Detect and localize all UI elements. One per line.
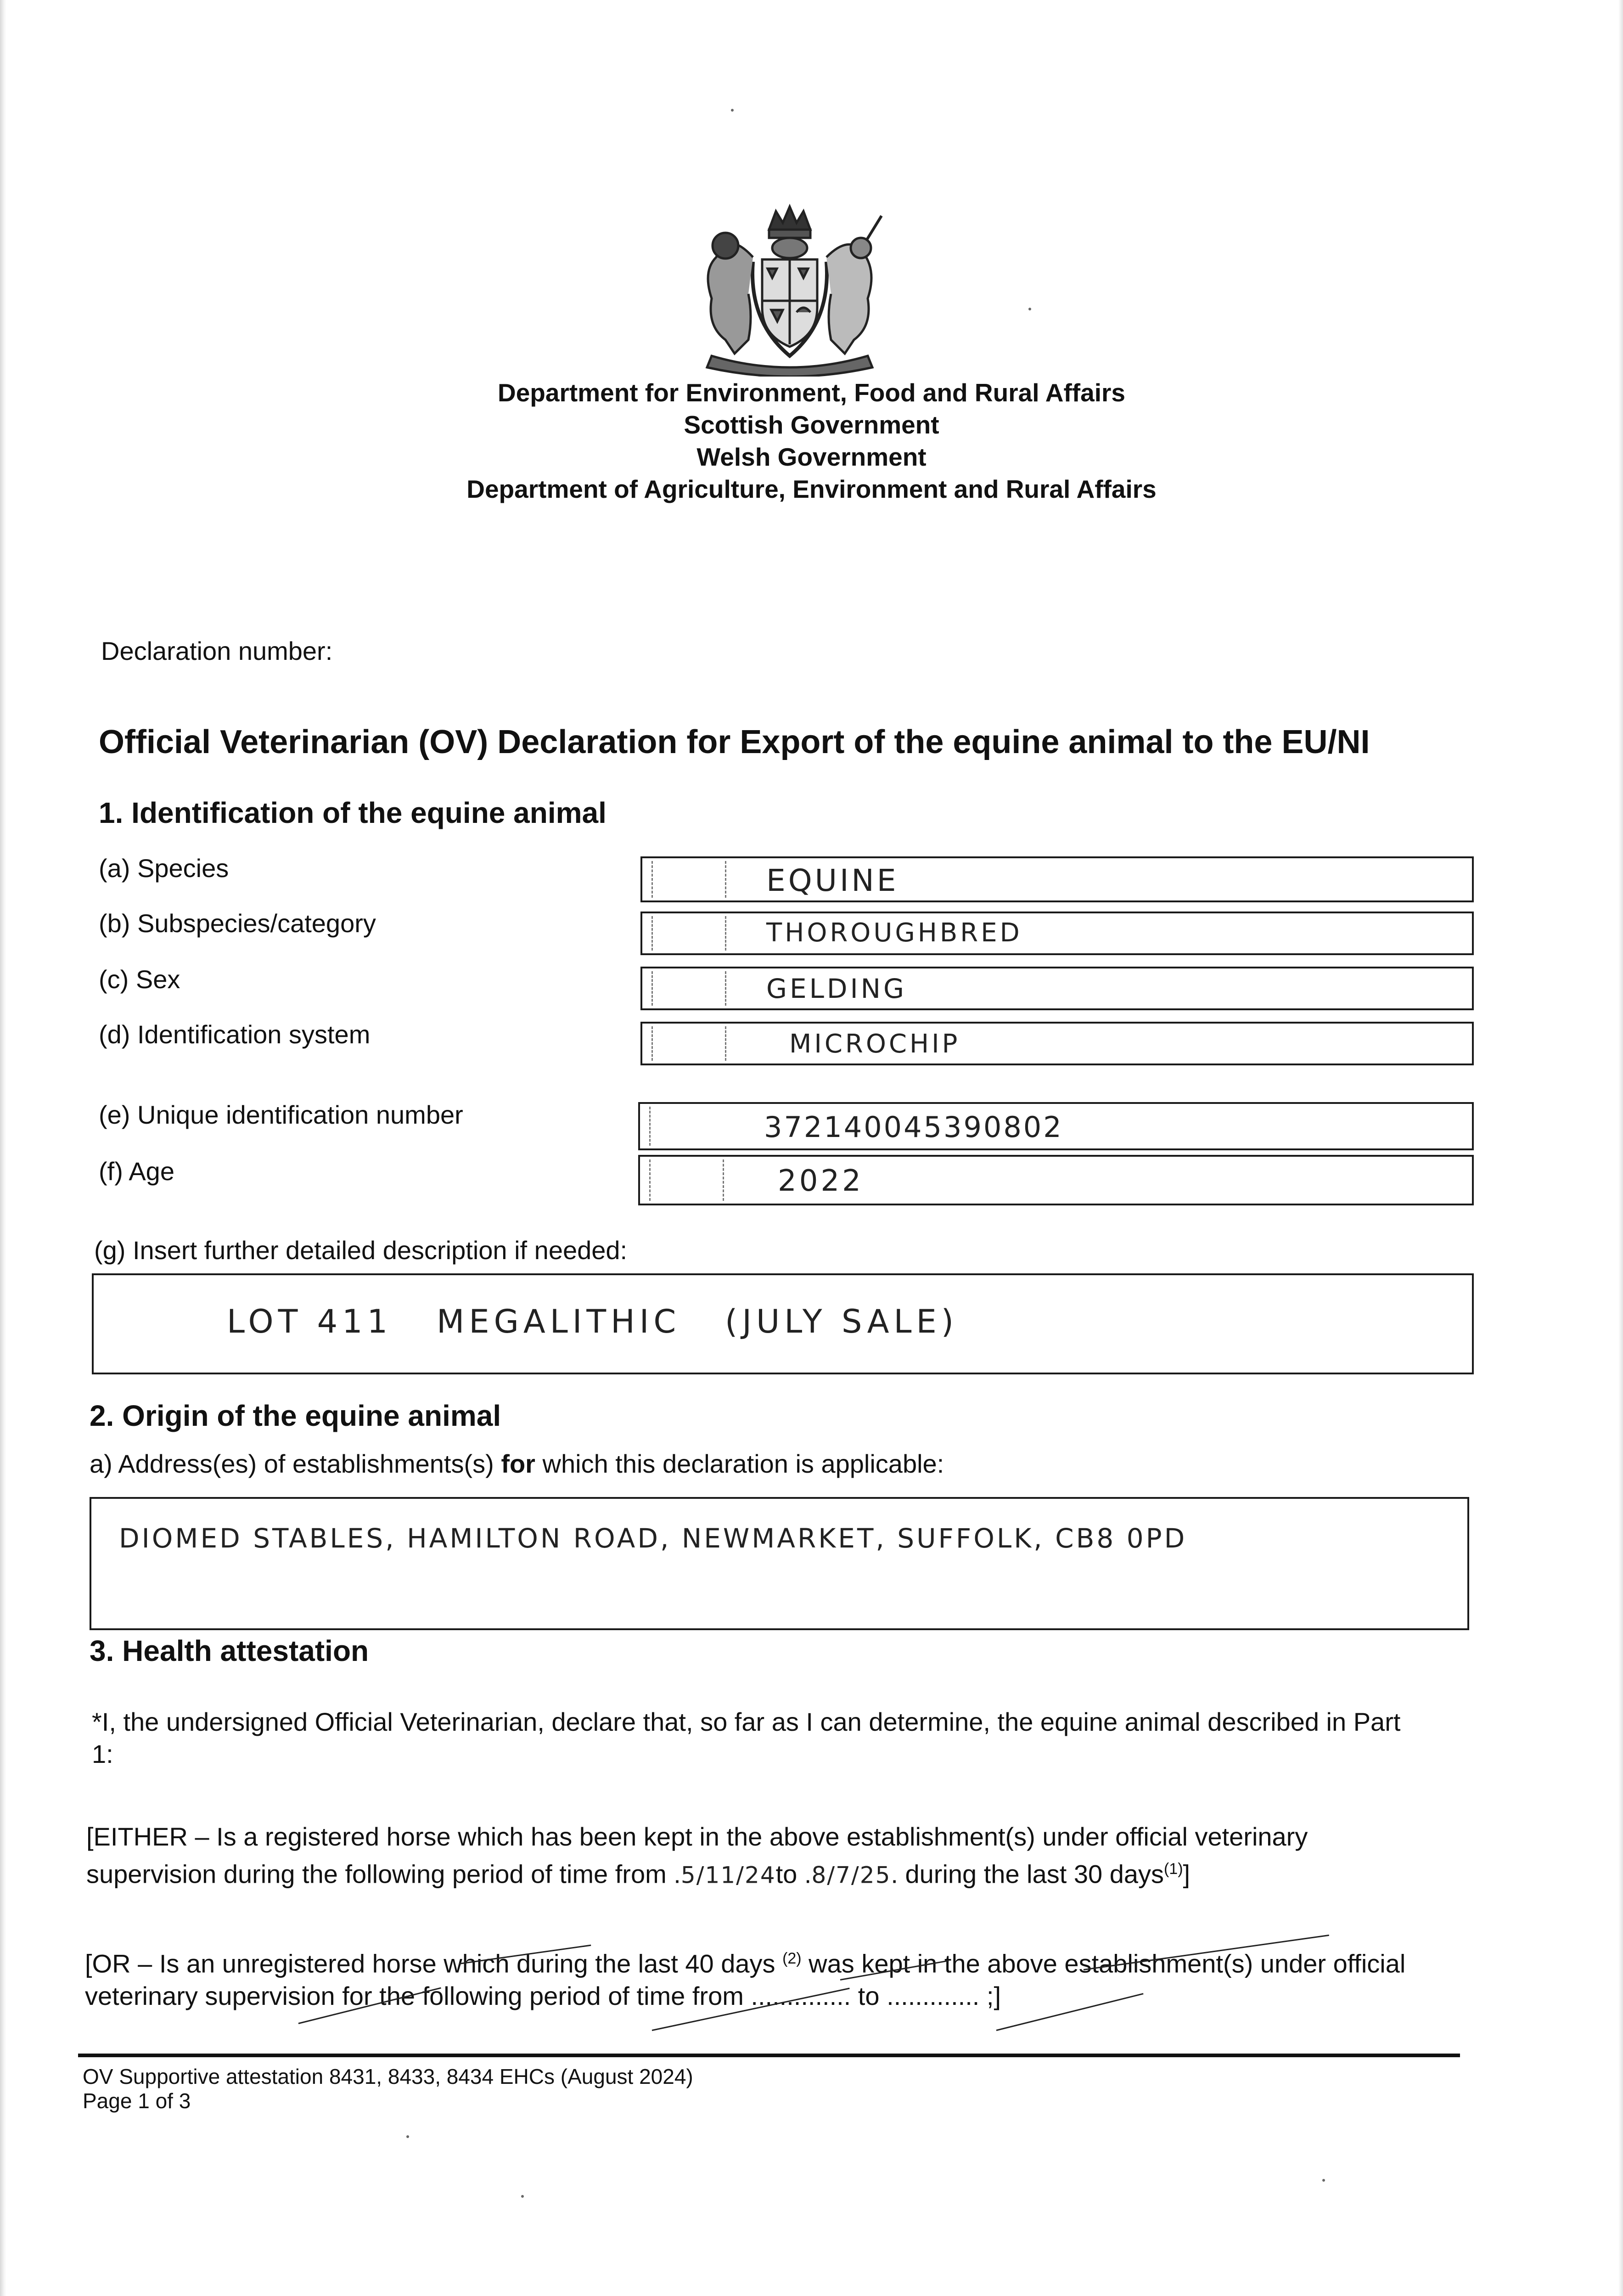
scan-speck: [731, 109, 734, 112]
sex-value: GELDING: [766, 973, 907, 1004]
either-from-date[interactable]: 5/11/24: [680, 1862, 776, 1889]
or-clause-line-2: veterinary supervision for the following period of time from .............. to ............. ;]: [85, 1981, 1001, 2010]
either-clause-line-2: [86, 1853, 1308, 1891]
or-footnote-ref: (2): [782, 1950, 802, 1967]
scan-speck: [406, 2135, 409, 2138]
royal-coat-of-arms-emblem: [684, 202, 895, 377]
department-daera: Department of Agriculture, Environment and Rural Affairs: [466, 475, 1157, 503]
address-label-post: which this declaration is applicable:: [535, 1449, 944, 1478]
either-clause: [86, 1821, 1308, 1891]
identification-system-label: (d) Identification system: [99, 1020, 371, 1049]
scan-speck: [521, 2195, 524, 2198]
document-title: Official Veterinarian (OV) Declaration for Export of the equine animal to the EU/NI: [99, 724, 1370, 760]
section-1-heading: 1. Identification of the equine animal: [99, 796, 607, 829]
or-clause-line-1: [85, 1942, 1405, 1980]
species-label: (a) Species: [99, 854, 229, 883]
identification-system-value: MICROCHIP: [789, 1029, 960, 1059]
species-field[interactable]: [640, 856, 1474, 902]
unique-id-value: 372140045390802: [764, 1110, 1063, 1144]
either-line-2-post: . during the last 30 days: [891, 1859, 1164, 1889]
subspecies-label: (b) Subspecies/category: [99, 909, 376, 938]
either-to-word: to .: [775, 1859, 812, 1889]
subspecies-value: THOROUGHBRED: [766, 918, 1022, 948]
declaration-number-label: Declaration number:: [101, 636, 333, 665]
sex-label: (c) Sex: [99, 965, 180, 994]
unique-id-field[interactable]: [638, 1102, 1474, 1150]
age-label: (f) Age: [99, 1157, 174, 1186]
age-value: 2022: [778, 1164, 864, 1198]
age-field[interactable]: [638, 1155, 1474, 1205]
or-line-1-pre: [OR – Is an unregistered horse which during the last 40 days: [85, 1949, 783, 1978]
section-3-heading: 3. Health attestation: [90, 1634, 369, 1667]
scan-edge-left: [0, 0, 6, 2296]
address-value: DIOMED STABLES, HAMILTON ROAD, NEWMARKET, SUFFOLK, CB8 0PD: [119, 1523, 1187, 1554]
further-description-value: LOT 411 MEGALITHIC (JULY SALE): [227, 1303, 959, 1340]
footer-reference: OV Supportive attestation 8431, 8433, 8434 EHCs (August 2024): [83, 2065, 693, 2088]
subspecies-field[interactable]: [640, 912, 1474, 955]
attestation-intro-line-1: *I, the undersigned Official Veterinarian, declare that, so far as I can determine, the equine animal described in Part: [92, 1707, 1401, 1736]
either-clause-line-1: [EITHER – Is a registered horse which has been kept in the above establishment(s) under official veterinary: [86, 1822, 1308, 1851]
department-welsh-government: Welsh Government: [696, 443, 927, 471]
address-label: [90, 1449, 944, 1479]
species-value: EQUINE: [766, 863, 899, 898]
scan-edge-right: [1618, 0, 1623, 2296]
department-defra: Department for Environment, Food and Rural Affairs: [498, 378, 1125, 407]
either-to-date[interactable]: 8/7/25: [811, 1862, 891, 1889]
either-footnote-ref: (1): [1163, 1860, 1183, 1878]
department-scottish-government: Scottish Government: [684, 411, 939, 439]
either-line-2-pre: supervision during the following period of time from .: [86, 1859, 681, 1889]
or-line-1-post: was kept in the above establishment(s) under official: [801, 1949, 1406, 1978]
scan-speck: [1028, 308, 1031, 310]
identification-system-field[interactable]: [640, 1022, 1474, 1065]
further-description-label: (g) Insert further detailed description if needed:: [94, 1236, 628, 1265]
issuing-departments: [0, 377, 1623, 505]
unique-id-label: (e) Unique identification number: [99, 1100, 463, 1129]
address-label-bold: for: [501, 1449, 535, 1478]
address-label-pre: a) Address(es) of establishments(s): [90, 1449, 501, 1478]
address-field[interactable]: [90, 1497, 1469, 1630]
footer-rule: [78, 2054, 1460, 2057]
attestation-intro-line-2: 1:: [92, 1739, 113, 1768]
scan-speck: [1322, 2179, 1325, 2182]
sex-field[interactable]: [640, 967, 1474, 1010]
either-close-bracket: ]: [1183, 1859, 1191, 1889]
section-2-heading: 2. Origin of the equine animal: [90, 1399, 501, 1432]
footer-page-number: Page 1 of 3: [83, 2089, 191, 2113]
attestation-intro: [92, 1706, 1400, 1770]
further-description-field[interactable]: [92, 1273, 1474, 1374]
